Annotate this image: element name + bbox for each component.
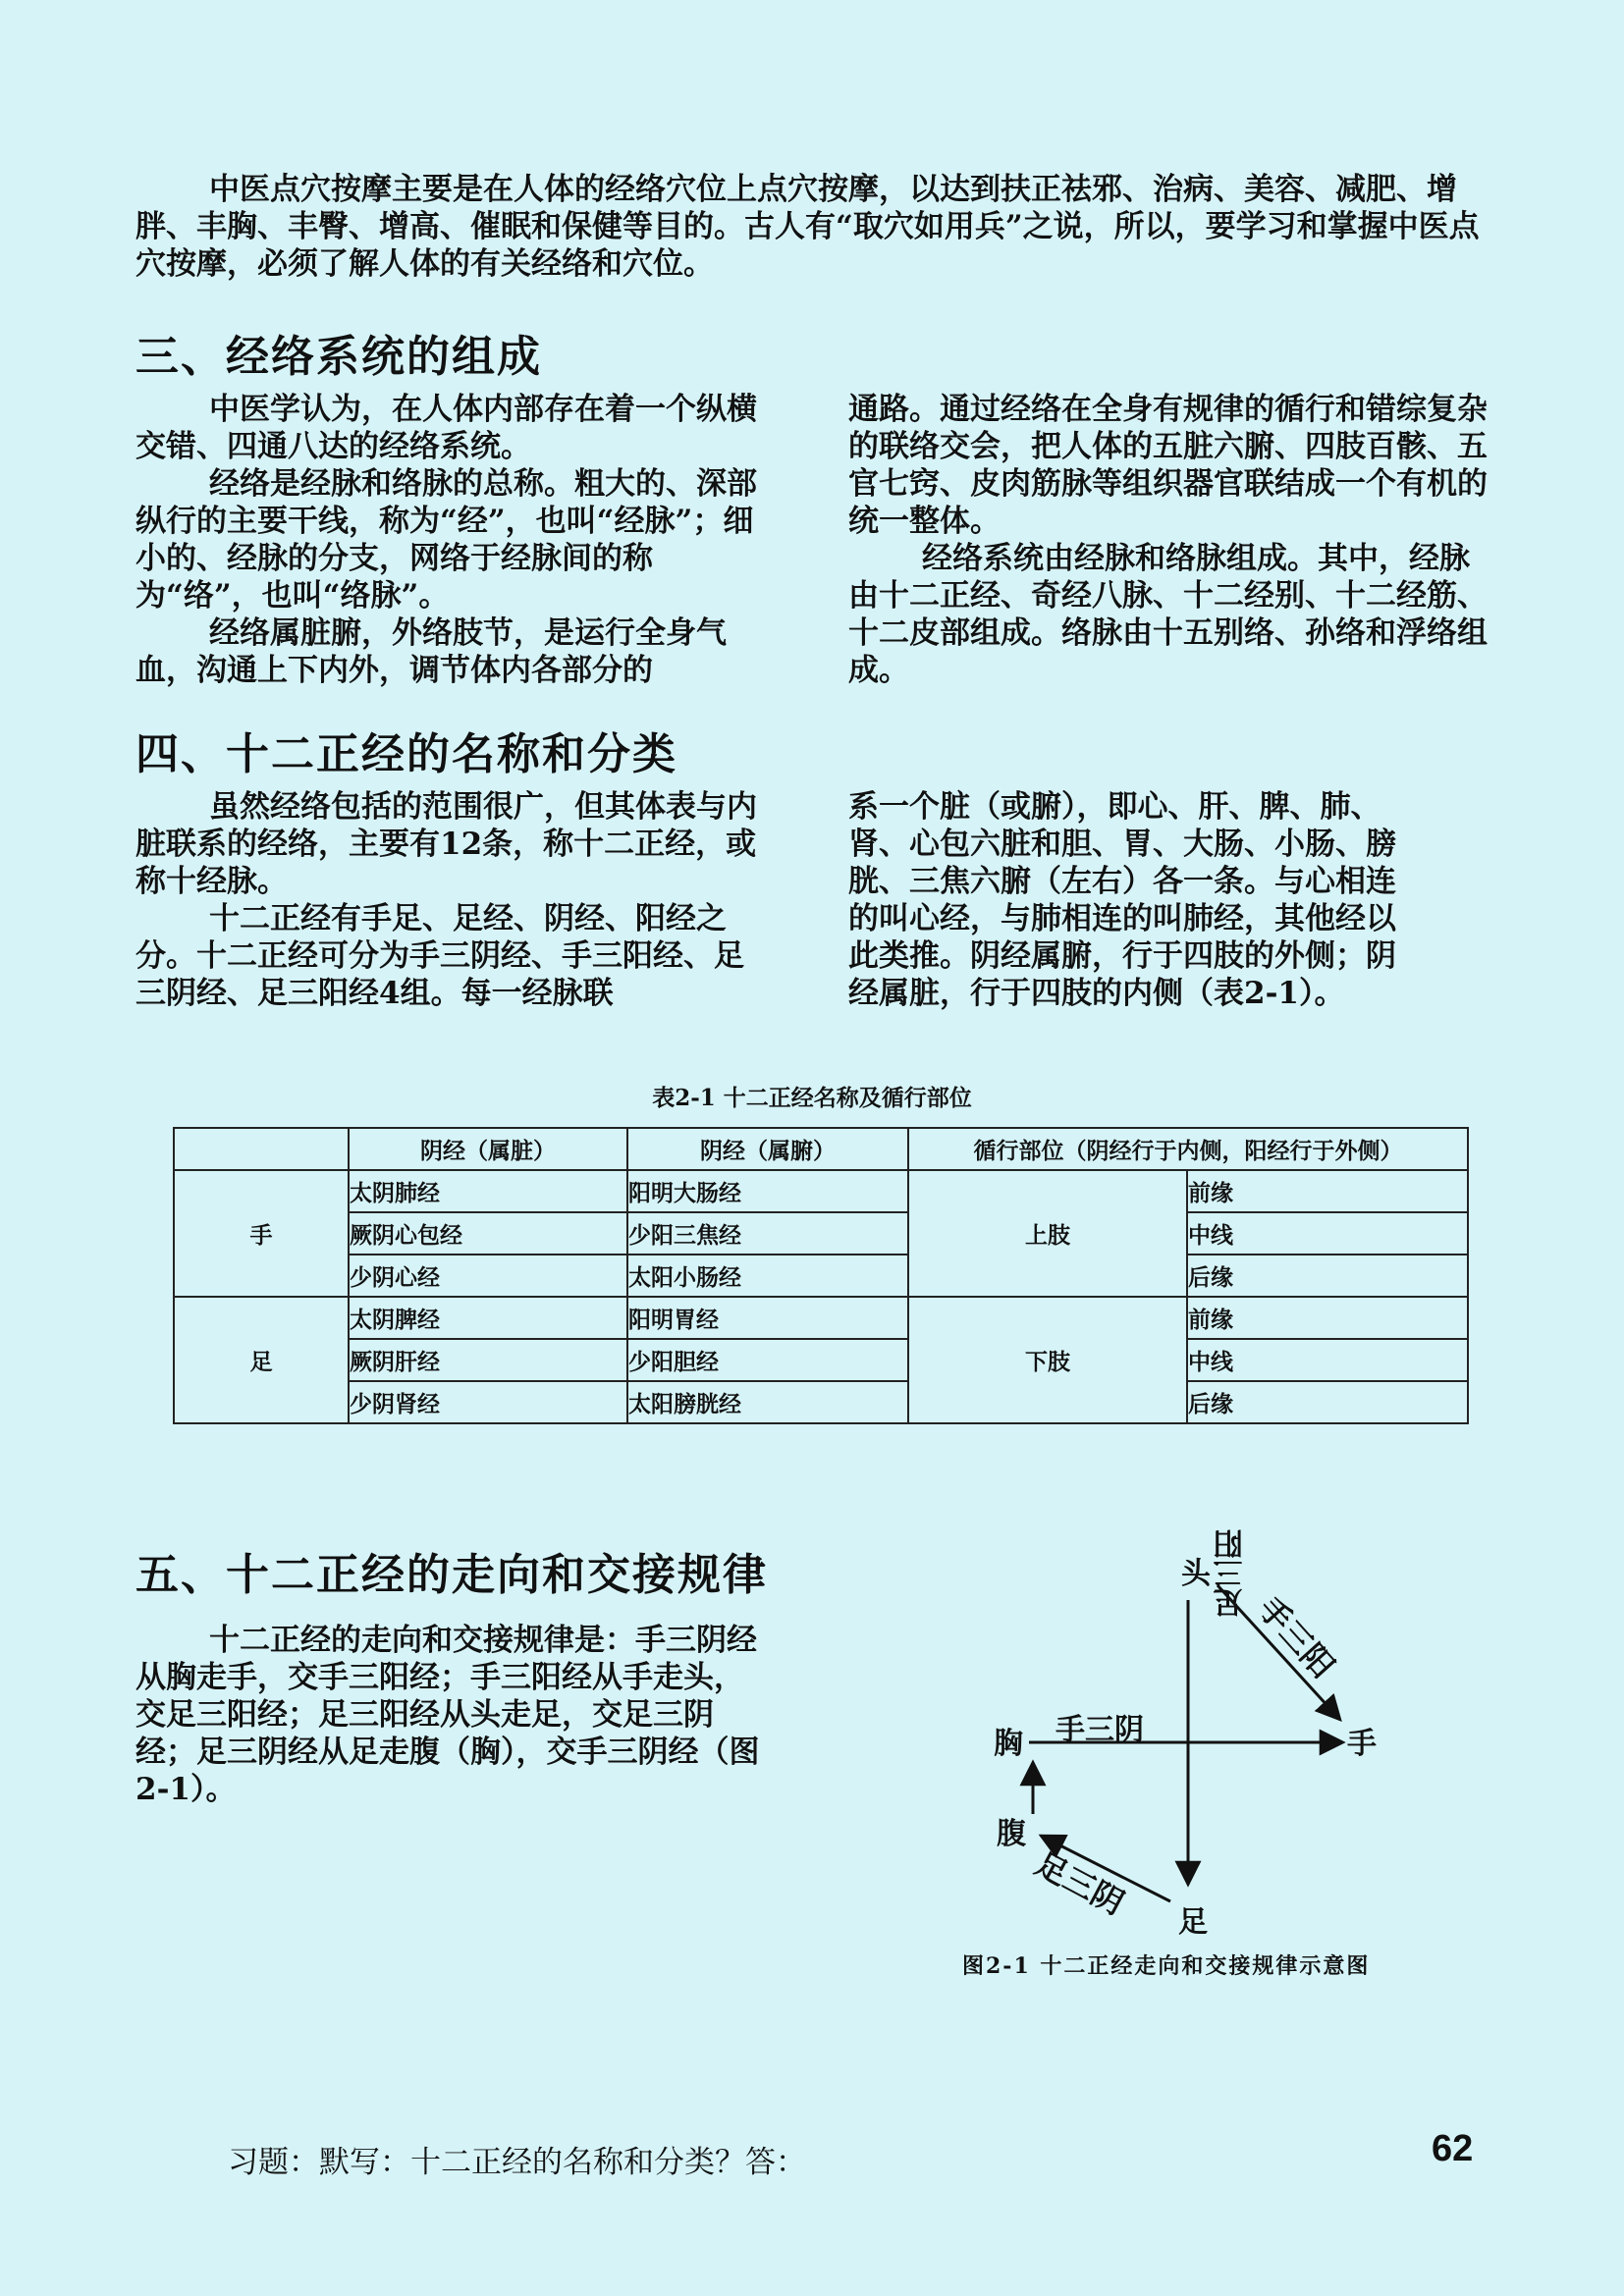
yang-meridian-cell: 阳明胃经: [627, 1297, 908, 1339]
exercise-prompt: 习题：默写：十二正经的名称和分类？答：: [228, 2145, 806, 2180]
node-hand: 手: [1347, 1727, 1377, 1761]
limb-cell: 手: [174, 1170, 349, 1297]
section4-paragraph-2: 十二正经有手足、足经、阴经、阳经之分。十二正经可分为手三阴经、手三阳经、足三阴经、足三阳经4组。每一经脉联: [135, 901, 744, 1011]
intro-paragraph: 中医点穴按摩主要是在人体的经络穴位上点穴按摩，以达到扶正祛邪、治病、美容、减肥、增胖、丰胸、丰臀、增高、催眠和保健等目的。古人有“取穴如用兵”之说，所以，要学习和掌握中医点穴按摩，必须了解人体的有关经络和穴位。: [135, 172, 1480, 282]
yin-meridian-cell: 太阴脾经: [349, 1297, 627, 1339]
table-caption: 表2-1 十二正经名称及循行部位: [652, 1085, 972, 1111]
section5-title: 五、十二正经的走向和交接规律: [135, 1550, 768, 1600]
section3-paragraph-3: 经络属脏腑，外络肢节，是运行全身气血，沟通上下内外，调节体内各部分的: [135, 615, 727, 688]
yin-meridian-cell: 少阴心经: [349, 1255, 627, 1297]
limb-cell: 足: [174, 1297, 349, 1423]
label-foot-three-yang: 足三阳: [1214, 1529, 1249, 1618]
yin-meridian-cell: 少阴肾经: [349, 1381, 627, 1423]
section3-paragraph-4: 经络系统由经脉和络脉组成。其中，经脉由十二正经、奇经八脉、十二经别、十二经筋、十二皮部组成。络脉由十五别络、孙络和浮络组成。: [848, 541, 1488, 688]
section5-paragraph: 十二正经的走向和交接规律是：手三阴经从胸走手，交手三阳经；手三阳经从手走头，交足三阳经；足三阳经从头走足，交足三阴经；足三阴经从足走腹（胸），交手三阴经（图2-1）。: [135, 1623, 760, 1807]
table-header-cell: 循行部位（阴经行于内侧，阳经行于外侧）: [908, 1128, 1468, 1170]
label-hand-three-yang: 手三阳: [1251, 1589, 1342, 1685]
yin-meridian-cell: 太阴肺经: [349, 1170, 627, 1212]
position-cell: 前缘: [1187, 1170, 1468, 1212]
region-cell: 上肢: [908, 1170, 1187, 1297]
position-cell: 后缘: [1187, 1381, 1468, 1423]
table-header-cell: 阴经（属脏）: [349, 1128, 627, 1170]
label-hand-three-yin: 手三阴: [1056, 1713, 1144, 1747]
position-cell: 后缘: [1187, 1255, 1468, 1297]
node-chest: 胸: [994, 1727, 1023, 1761]
yang-meridian-cell: 少阳三焦经: [627, 1212, 908, 1255]
position-cell: 中线: [1187, 1212, 1468, 1255]
yang-meridian-cell: 太阳小肠经: [627, 1255, 908, 1297]
yin-meridian-cell: 厥阴心包经: [349, 1212, 627, 1255]
node-head: 头: [1181, 1557, 1211, 1591]
yin-meridian-cell: 厥阴肝经: [349, 1339, 627, 1381]
position-cell: 中线: [1187, 1339, 1468, 1381]
page-number: 62: [1432, 2128, 1474, 2169]
region-cell: 下肢: [908, 1297, 1187, 1423]
section4-paragraph-1: 虽然经络包括的范围很广，但其体表与内脏联系的经络，主要有12条，称十二正经，或称十经脉。: [135, 789, 757, 899]
section3-paragraph-2: 经络是经脉和络脉的总称。粗大的、深部纵行的主要干线，称为“经”，也叫“经脉”；细小的、经脉的分支，网络于经脉间的称为“络”，也叫“络脉”。: [135, 466, 757, 614]
yang-meridian-cell: 少阳胆经: [627, 1339, 908, 1381]
section3-paragraph-1: 中医学认为，在人体内部存在着一个纵横交错、四通八达的经络系统。: [135, 392, 757, 464]
node-foot: 足: [1178, 1905, 1208, 1940]
section3-paragraph-3-continued: 通路。通过经络在全身有规律的循行和错综复杂的联络交会，把人体的五脏六腑、四肢百骸、五官七窍、皮肉筋脉等组织器官联结成一个有机的统一整体。: [848, 392, 1488, 539]
section4-title: 四、十二正经的名称和分类: [135, 729, 677, 779]
node-abdomen: 腹: [997, 1817, 1026, 1851]
table-header-cell: 阴经（属腑）: [627, 1128, 908, 1170]
section4-paragraph-2-continued: 系一个脏（或腑），即心、肝、脾、肺、肾、心包六脏和胆、胃、大肠、小肠、膀胱、三焦六腑（左右）各一条。与心相连的叫心经，与肺相连的叫肺经，其他经以此类推。阴经属腑，行于四肢的外侧；阴经属脏，行于四肢的内侧（表2-1）。: [848, 789, 1396, 1011]
yang-meridian-cell: 阳明大肠经: [627, 1170, 908, 1212]
yang-meridian-cell: 太阳膀胱经: [627, 1381, 908, 1423]
section3-title: 三、经络系统的组成: [135, 332, 542, 382]
label-foot-three-yin: 足三阴: [1029, 1844, 1130, 1923]
position-cell: 前缘: [1187, 1297, 1468, 1339]
figure-caption: 图2-1 十二正经走向和交接规律示意图: [962, 1953, 1371, 1979]
